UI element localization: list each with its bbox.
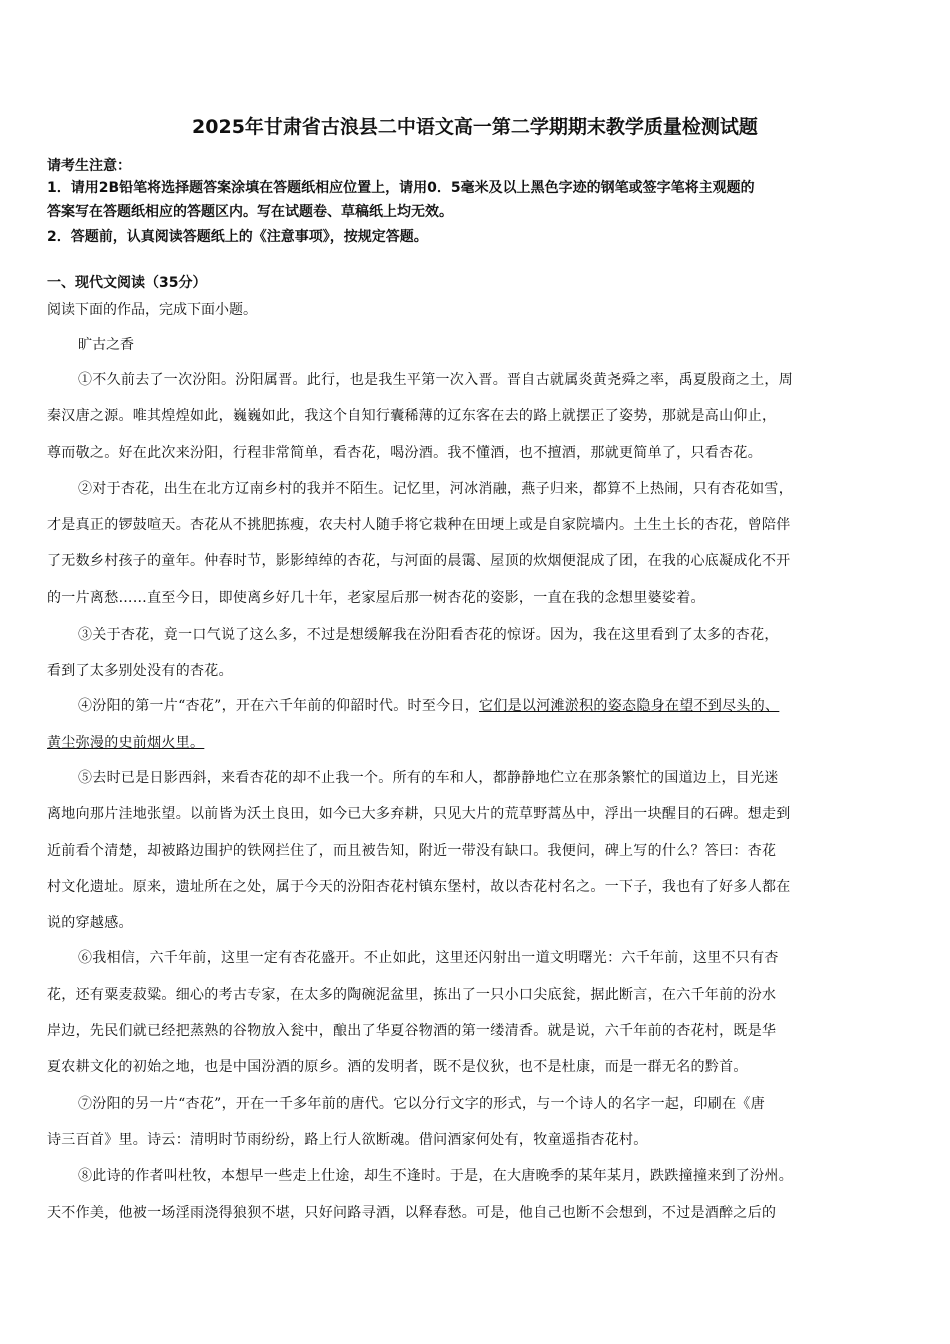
underlined-sentence-end: 黄尘弥漫的史前烟火里。 [47,735,205,751]
article-line: 离地向那片洼地张望。以前皆为沃土良田，如今已大多弃耕，只见大片的荒草野蒿丛中，浮出一块醒目的石碑。想走到 [47,806,791,822]
article-line: ②对于杏花，出生在北方辽南乡村的我并不陌生。记忆里，河冰消融，燕子归来，都算不上热闹，只有杏花如雪， [78,481,793,497]
article-line-part: ④汾阳的第一片“杏花”，开在六千年前的仰韶时代。时至今日， [78,698,480,714]
article-line: 岸边，先民们就已经把蒸熟的谷物放入瓮中，酿出了华夏谷物酒的第一缕清香。就是说，六千年前的杏花村，既是华 [47,1023,777,1039]
article-title: 旷古之香 [78,337,134,353]
article-line: 近前看个清楚，却被路边围护的铁网拦住了，而且被告知，附近一带没有缺口。我便问，碑上写的什么？答曰：杏花 [47,843,777,859]
article-line: ⑦汾阳的另一片“杏花”，开在一千多年前的唐代。它以分行文字的形式，与一个诗人的名字一起，印刷在《唐 [78,1096,766,1112]
notice-item-2: 2．答题前，认真阅读答题纸上的《注意事项》，按规定答题。 [47,229,428,245]
article-line: ⑥我相信，六千年前，这里一定有杏花盛开。不止如此，这里还闪射出一道文明曙光：六千年前，这里不只有杏 [78,950,779,966]
section-heading: 一、现代文阅读（35分） [47,275,207,291]
article-line: 村文化遗址。原来，遗址所在之处，属于今天的汾阳杏花村镇东堡村，故以杏花村名之。一下子，我也有了好多人都在 [47,879,791,895]
article-line: 才是真正的锣鼓喧天。杏花从不挑肥拣瘦，农夫村人随手将它栽种在田埂上或是自家院墙内。土生土长的杏花，曾陪伴 [47,517,791,533]
article-line [78,695,908,715]
notice-item-1-line-1: 1．请用2B铅笔将选择题答案涂填在答题纸相应位置上，请用0．5毫米及以上黑色字迹的钢笔或签字笔将主观题的 [47,180,755,196]
article-line: 尊而敬之。好在此次来汾阳，行程非常简单，看杏花，喝汾酒。我不懂酒，也不擅酒，那就更简单了，只看杏花。 [47,445,762,461]
article-line: 了无数乡村孩子的童年。仲春时节，影影绰绰的杏花，与河面的晨霭、屋顶的炊烟便混成了团，在我的心底凝成化不开 [47,553,791,569]
article-line: 秦汉唐之源。唯其煌煌如此，巍巍如此，我这个自知行囊稀薄的辽东客在去的路上就摆正了姿势，那就是高山仰止， [47,408,777,424]
underlined-sentence: 它们是以河滩淤积的姿态隐身在望不到尽头的、 [479,698,780,714]
article-line: 夏农耕文化的初始之地，也是中国汾酒的原乡。酒的发明者，既不是仪狄，也不是杜康，而是一群无名的黔首。 [47,1059,748,1075]
article-line: ⑤去时已是日影西斜，来看杏花的却不止我一个。所有的车和人，都静静地伫立在那条繁忙的国道边上，目光迷 [78,770,779,786]
reading-instruction: 阅读下面的作品，完成下面小题。 [47,302,257,318]
article-line: ⑧此诗的作者叫杜牧，本想早一些走上仕途，却生不逢时。于是，在大唐晚季的某年某月，跌跌撞撞来到了汾州。 [78,1168,793,1184]
article-line: 说的穿越感。 [47,915,133,931]
article-line: 看到了太多别处没有的杏花。 [47,663,233,679]
article-line: ③关于杏花，竟一口气说了这么多，不过是想缓解我在汾阳看杏花的惊讶。因为，我在这里看到了太多的杏花， [78,627,779,643]
article-line [47,732,907,752]
article-line: 天不作美，他被一场淫雨浇得狼狈不堪，只好问路寻酒，以释春愁。可是，他自己也断不会想到，不过是酒醉之后的 [47,1205,777,1221]
article-line: ①不久前去了一次汾阳。汾阳属晋。此行，也是我生平第一次入晋。晋自古就属炎黄尧舜之率，禹夏殷商之土，周 [78,372,793,388]
notice-heading: 请考生注意： [47,158,131,174]
exam-title: 2025年甘肃省古浪县二中语文高一第二学期期末教学质量检测试题 [192,116,758,138]
article-line: 诗三百首》里。诗云：清明时节雨纷纷，路上行人欲断魂。借问酒家何处有，牧童遥指杏花村。 [47,1132,648,1148]
article-line: 花，还有粟麦菽粱。细心的考古专家，在太多的陶碗泥盆里，拣出了一只小口尖底瓮，据此断言，在六千年前的汾水 [47,987,777,1003]
article-line: 的一片离愁……直至今日，即使离乡好几十年，老家屋后那一树杏花的姿影，一直在我的念想里婆娑着。 [47,590,705,606]
notice-item-1-line-2: 答案写在答题纸相应的答题区内。写在试题卷、草稿纸上均无效。 [47,204,453,220]
